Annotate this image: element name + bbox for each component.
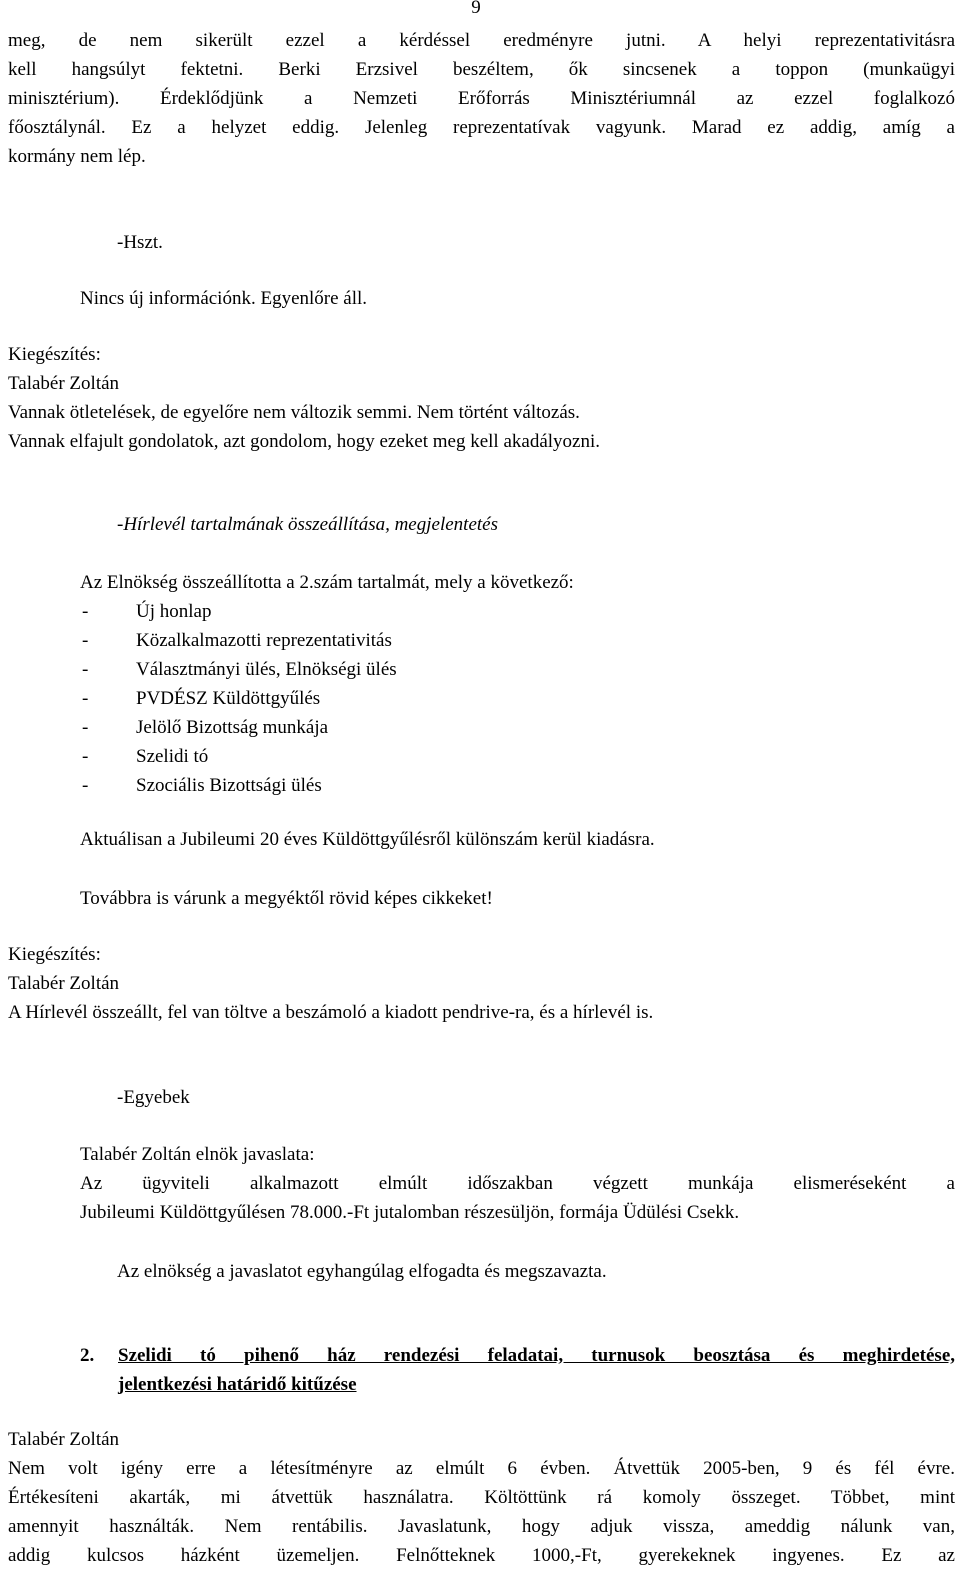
agenda-number: 2.	[80, 1345, 95, 1366]
hszt-supplement-label: Kiegészítés:	[8, 344, 101, 365]
agenda-title	[118, 1341, 955, 1399]
list-item: - Szociális Bizottsági ülés	[82, 771, 397, 800]
agenda-item	[80, 1341, 955, 1399]
intro-line: kell hangsúlyt fektetni. Berki Erzsivel beszéltem, ők sincsenek a toppon (munkaügyi	[8, 59, 955, 80]
intro-line: kormány nem lép.	[8, 146, 146, 167]
hszt-speaker: Talabér Zoltán	[8, 373, 120, 394]
newsletter-list	[82, 597, 397, 800]
hszt-line: Vannak elfajult gondolatok, azt gondolom, hogy ezeket meg kell akadályozni.	[8, 431, 600, 452]
agenda-line: Nem volt igény erre a létesítményre az elmúlt 6 évben. Átvettük 2005-ben, 9 és fél évre.	[8, 1458, 955, 1479]
newsletter-supplement-label: Kiegészítés:	[8, 944, 101, 965]
newsletter-intro: Az Elnökség összeállította a 2.szám tartalmát, mely a következő:	[80, 572, 574, 593]
agenda-line: addig kulcsos házként üzemeljen. Felnőtteknek 1000,-Ft, gyerekeknek ingyenes. Ez az	[8, 1545, 955, 1566]
decision-text: Az elnökség a javaslatot egyhangúlag elfogadta és megszavazta.	[117, 1261, 607, 1282]
list-item: - Új honlap	[82, 597, 397, 626]
other-heading: -Egyebek	[117, 1087, 190, 1108]
newsletter-request: Továbbra is várunk a megyéktől rövid képes cikkeket!	[80, 888, 493, 909]
agenda-paragraph	[8, 1454, 955, 1570]
agenda-speaker: Talabér Zoltán	[8, 1429, 120, 1450]
proposal-line: Az ügyviteli alkalmazott elmúlt időszakban végzett munkája elismeréseként a	[80, 1173, 955, 1194]
hszt-heading: -Hszt.	[117, 232, 163, 253]
newsletter-heading: -Hírlevél tartalmának összeállítása, megjelentetés	[117, 514, 498, 535]
list-item: - Választmányi ülés, Elnökségi ülés	[82, 655, 397, 684]
intro-paragraph	[8, 26, 955, 171]
list-item: - PVDÉSZ Küldöttgyűlés	[82, 684, 397, 713]
hszt-text: Nincs új információnk. Egyenlőre áll.	[80, 288, 368, 309]
intro-line: meg, de nem sikerült ezzel a kérdéssel eredményre jutni. A helyi reprezentativitásra	[8, 30, 955, 51]
agenda-title-line: jelentkezési határidő kitűzése	[118, 1374, 357, 1395]
agenda-title-line: Szelidi tó pihenő ház rendezési feladatai, turnusok beosztása és meghirdetése,	[118, 1345, 955, 1366]
list-item: - Közalkalmazotti reprezentativitás	[82, 626, 397, 655]
newsletter-speaker: Talabér Zoltán	[8, 973, 120, 994]
proposal-paragraph	[80, 1169, 955, 1227]
newsletter-special: Aktuálisan a Jubileumi 20 éves Küldöttgyűlésről különszám kerül kiadásra.	[80, 829, 655, 850]
list-item: - Jelölő Bizottság munkája	[82, 713, 397, 742]
list-item: - Szelidi tó	[82, 742, 397, 771]
page-number: 9	[471, 0, 481, 18]
hszt-line: Vannak ötletelések, de egyelőre nem változik semmi. Nem történt változás.	[8, 402, 580, 423]
agenda-line: Értékesíteni akarták, mi átvettük használatra. Költöttünk rá komoly összeget. Többet, mint	[8, 1487, 955, 1508]
intro-line: főosztálynál. Ez a helyzet eddig. Jelenleg reprezentatívak vagyunk. Marad ez addig, amíg a	[8, 117, 955, 138]
intro-line: minisztérium). Érdeklődjünk a Nemzeti Erőforrás Minisztériumnál az ezzel foglalkozó	[8, 88, 955, 109]
proposal-line: Jubileumi Küldöttgyűlésen 78.000.-Ft jutalomban részesüljön, formája Üdülési Csekk.	[80, 1202, 740, 1223]
agenda-line: amennyit használták. Nem rentábilis. Javaslatunk, hogy adjuk vissza, ameddig nálunk van,	[8, 1516, 955, 1537]
proposal-label: Talabér Zoltán elnök javaslata:	[80, 1144, 315, 1165]
newsletter-supplement-text: A Hírlevél összeállt, fel van töltve a beszámoló a kiadott pendrive-ra, és a hírlevél is.	[8, 1002, 654, 1023]
